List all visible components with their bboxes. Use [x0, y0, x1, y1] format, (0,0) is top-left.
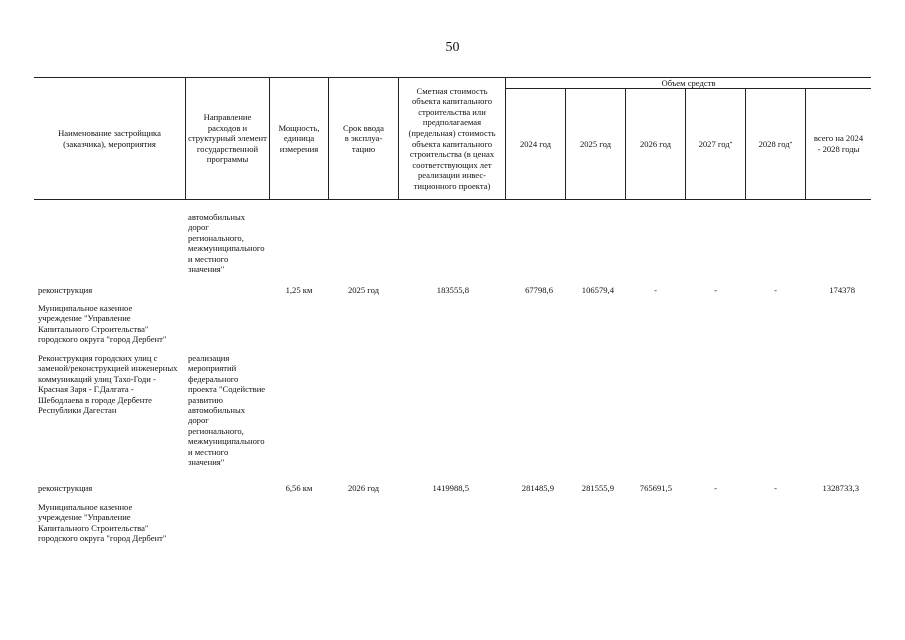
row1-2024: 67798,6	[525, 285, 553, 295]
row1-2027: -	[714, 285, 717, 295]
row1-total: 174378	[829, 285, 855, 295]
row1-capacity: 1,25 км	[285, 285, 313, 295]
header-bottom-border	[34, 199, 871, 200]
row2-capacity: 6,56 км	[285, 483, 313, 493]
header-capacity: Мощность, единица измерения	[278, 122, 320, 154]
header-volume: Объем средств	[661, 77, 716, 88]
header-2028-label: 2028 год	[758, 138, 790, 149]
row1-name: реконструкция	[38, 285, 93, 295]
header-cost: Сметная стоимость объекта капитального строительства или предполагаемая (предельная) стоимость объекта капитального строительства (в ценах соответствующих лет реализации инвестиционного проекта)	[408, 85, 496, 191]
header-name: Наименование застройщика (заказчика), мероприятия	[58, 127, 161, 149]
customer2: Муниципальное казенное учреждение "Управление Капитального Строительства" городского округа "город Дербент"	[38, 502, 167, 544]
row2-2026: 765691,5	[639, 483, 672, 493]
header-term: Срок ввода в эксплуатацию	[343, 122, 384, 154]
project2-direction: реализация мероприятий федерального проекта "Содействие развитию автомобильных дорог регионального, межмуниципального и местного значения"	[188, 353, 266, 468]
header-direction: Направление расходов и структурный элемент государственной программы	[188, 112, 267, 165]
row2-2028: -	[774, 483, 777, 493]
header-2027: 2027 год *	[698, 138, 733, 149]
row1-2026: -	[654, 285, 657, 295]
row1-2028: -	[774, 285, 777, 295]
row2-cost: 1419988,5	[432, 483, 469, 493]
header-2025: 2025 год	[579, 138, 612, 149]
row2-2025: 281555,9	[581, 483, 614, 493]
row1-2025: 106579,4	[581, 285, 614, 295]
continued-direction: автомобильных дорог регионального, межмуниципального и местного значения"	[188, 212, 265, 275]
project2-name: Реконструкция городских улиц с заменой/реконструкцией инженерных коммуникаций улиц Тахо-Годи - Красная Заря - Г.Далгата - Шебодлаева в городе Дербенте Республики Дагестан	[38, 353, 178, 416]
header-total: всего на 2024 - 2028 годы	[813, 133, 864, 154]
header-2026: 2026 год	[639, 138, 672, 149]
header-2024: 2024 год	[519, 138, 552, 149]
row1-cost: 183555,8	[436, 285, 469, 295]
page-number: 50	[445, 40, 460, 55]
row1-term: 2025 год	[347, 285, 380, 295]
row2-total: 1328733,3	[822, 483, 859, 493]
header-2028: 2028 год *	[758, 138, 793, 149]
header-2027-label: 2027 год	[698, 138, 730, 149]
row2-2027: -	[714, 483, 717, 493]
row2-name: реконструкция	[38, 483, 93, 493]
row2-term: 2026 год	[347, 483, 380, 493]
customer1: Муниципальное казенное учреждение "Управление Капитального Строительства" городского округа "город Дербент"	[38, 303, 167, 345]
row2-2024: 281485,9	[521, 483, 554, 493]
